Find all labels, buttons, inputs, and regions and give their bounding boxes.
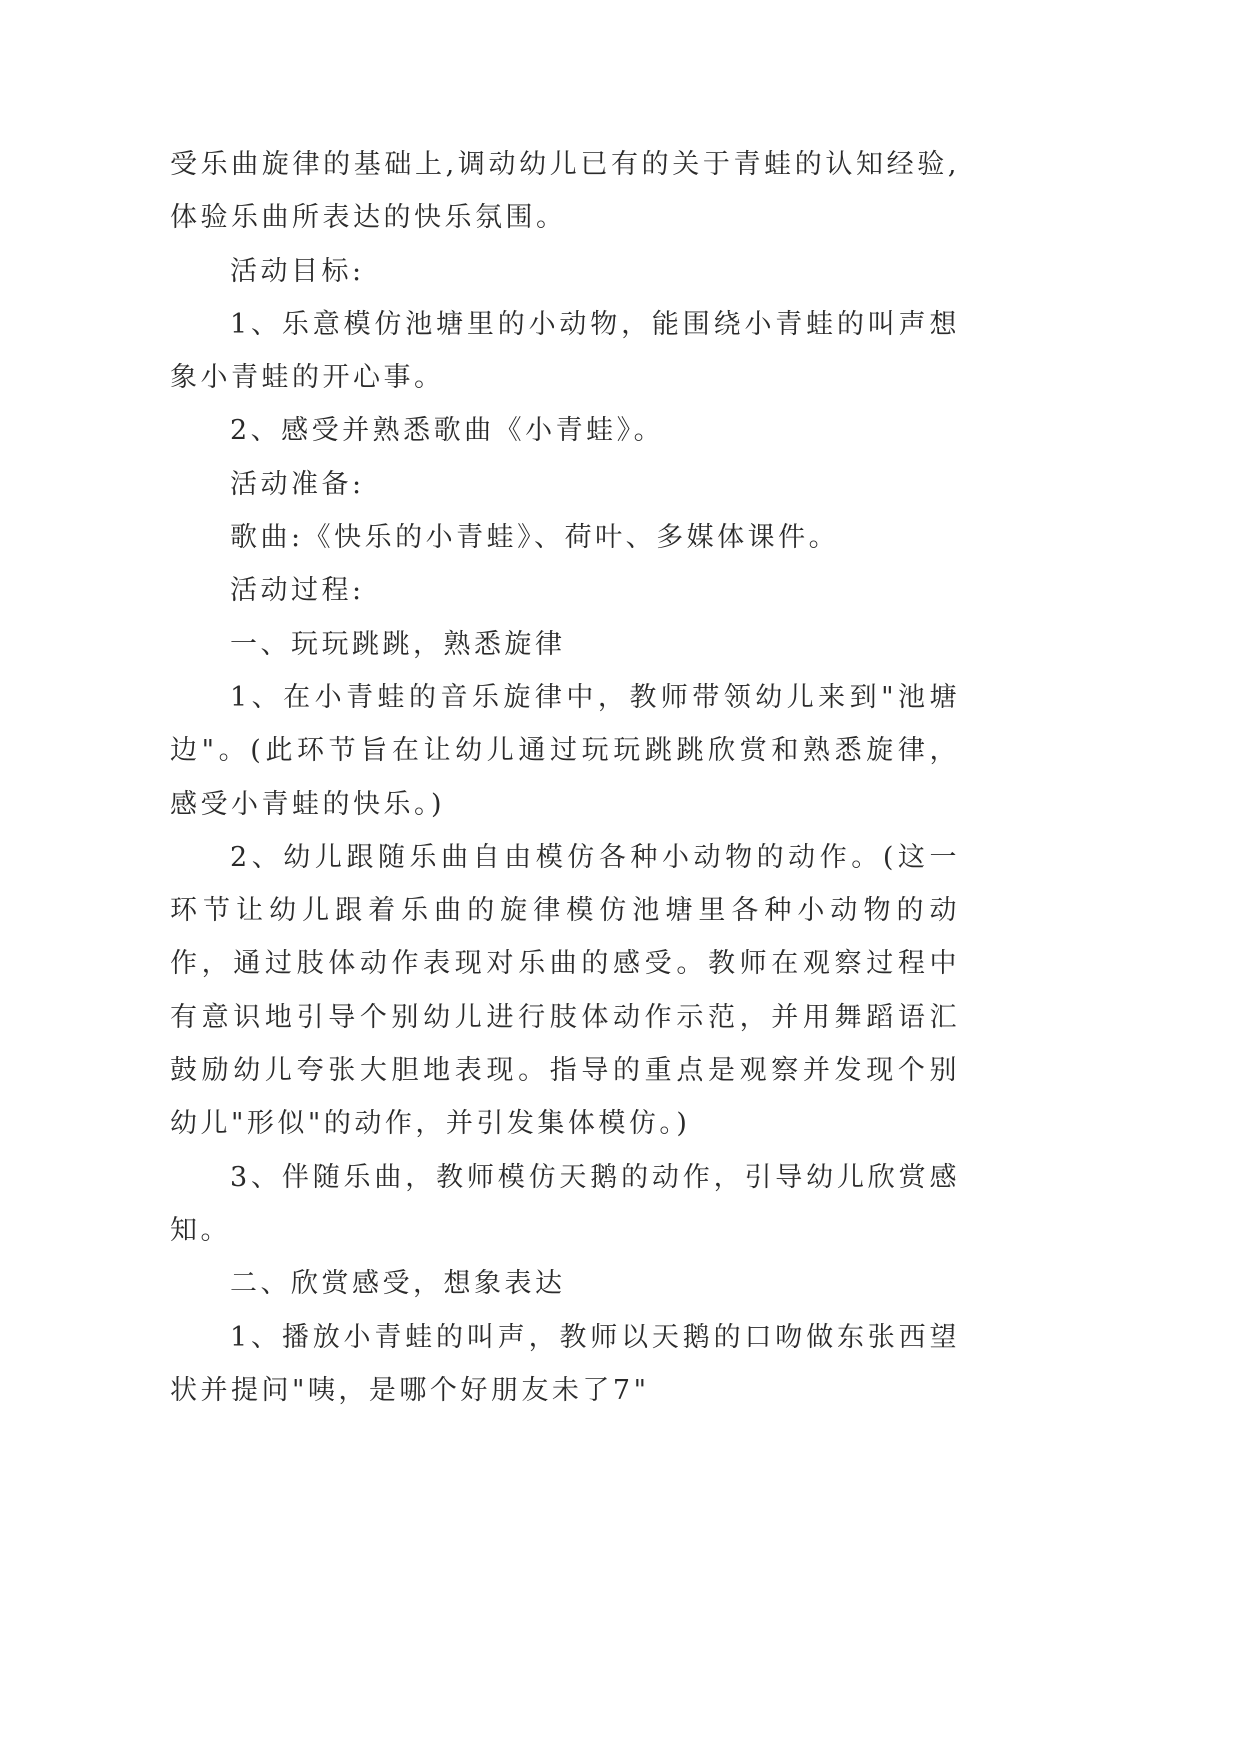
preparation-materials: 歌曲:《快乐的小青蛙》、荷叶、多媒体课件。 bbox=[230, 522, 840, 554]
process-step-1-1: 1、在小青蛙的音乐旋律中，教师带领幼儿来到"池塘边"。(此环节旨在让幼儿通过玩玩跳跳欣赏和熟悉旋律，感受小青蛙的快乐。) bbox=[170, 681, 960, 820]
goal-item-2: 2、感受并熟悉歌曲《小青蛙》。 bbox=[230, 415, 665, 447]
process-step-1-2: 2、幼儿跟随乐曲自由模仿各种小动物的动作。(这一环节让幼儿跟着乐曲的旋律模仿池塘里各种小动物的动作，通过肢体动作表现对乐曲的感受。教师在观察过程中有意识地引导个别幼儿进行肢体动作示范，并用舞蹈语汇鼓励幼儿夸张大胆地表现。指导的重点是观察并发现个别幼儿"形似"的动作，并引发集体模仿。) bbox=[170, 841, 960, 1140]
paragraph-continuation: 受乐曲旋律的基础上,调动幼儿已有的关于青蛙的认知经验,体验乐曲所表达的快乐氛围。 bbox=[170, 149, 960, 234]
process-step-1-3: 3、伴随乐曲，教师模仿天鹅的动作，引导幼儿欣赏感知。 bbox=[170, 1161, 960, 1246]
section-heading-2: 二、欣赏感受，想象表达 bbox=[230, 1268, 566, 1300]
goal-item-1: 1、乐意模仿池塘里的小动物，能围绕小青蛙的叫声想象小青蛙的开心事。 bbox=[170, 308, 960, 394]
process-step-2-1: 1、播放小青蛙的叫声，教师以天鹅的口吻做东张西望状并提问"咦，是哪个好朋友未了7" bbox=[170, 1321, 960, 1406]
heading-activity-goals: 活动目标: bbox=[230, 255, 365, 287]
section-heading-1: 一、玩玩跳跳，熟悉旋律 bbox=[230, 628, 566, 660]
heading-activity-preparation: 活动准备: bbox=[230, 468, 365, 500]
heading-activity-process: 活动过程: bbox=[230, 575, 365, 607]
document-body bbox=[170, 138, 960, 1417]
